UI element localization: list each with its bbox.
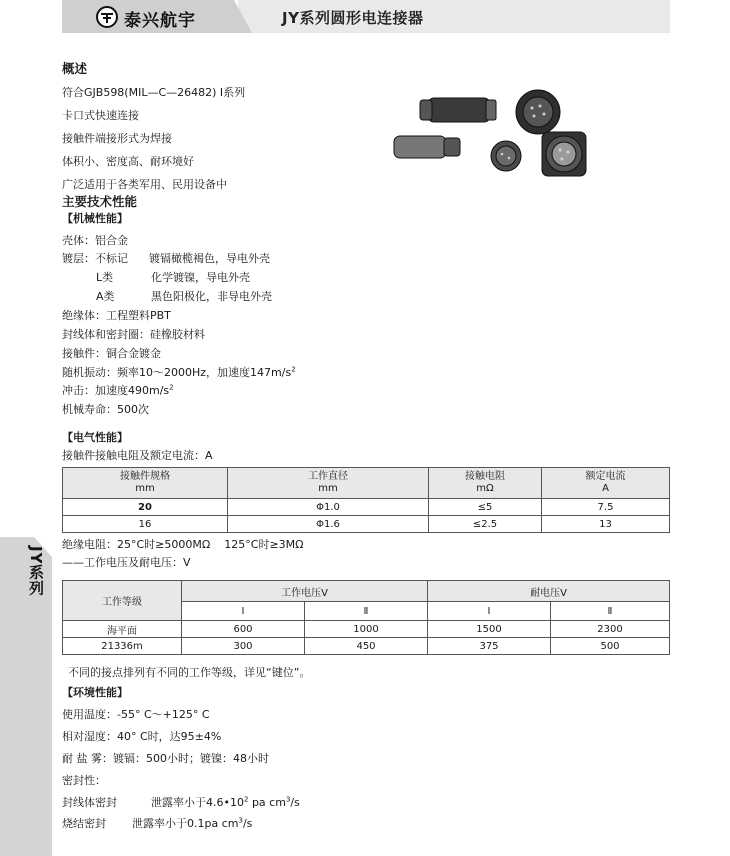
connector-photo — [390, 88, 600, 180]
spec-contact: 接触件：铜合金镀金 — [62, 347, 161, 360]
env-seal-body-label: 封线体密封 — [62, 796, 117, 809]
resistance-title: 接触件接触电阻及额定电流：A — [62, 449, 213, 462]
spec-plating-a: 黑色阳极化，非导电外壳 — [151, 290, 272, 303]
contact-table: 接触件规格 mm 工作直径 mm 接触电阻 mΩ 额定电流 A 20 Φ1.0 ≤5 7.5 16 Φ1.6 ≤2.5 13 — [62, 467, 670, 533]
spec-plating-label: 镀层：不标记 — [62, 252, 128, 265]
mechanical-heading: 【机械性能】 — [62, 212, 128, 225]
brand-name: 泰兴航宇 — [124, 11, 196, 31]
table-row: 16 Φ1.6 ≤2.5 13 — [63, 516, 670, 533]
spec-plating-l: 化学镀镍，导电外壳 — [151, 271, 250, 284]
overview-heading: 概述 — [62, 61, 88, 76]
spec-life: 机械寿命：500次 — [62, 403, 149, 416]
overview-line: 广泛适用于各类军用、民用设备中 — [62, 178, 227, 191]
side-tab-label: JY系列 — [27, 546, 45, 597]
voltage-note: 不同的接点排列有不同的工作等级，详见“键位”。 — [68, 666, 311, 679]
electrical-heading: 【电气性能】 — [62, 431, 128, 444]
table-row: 20 Φ1.0 ≤5 7.5 — [63, 499, 670, 516]
env-salt-spray: 耐 盐 雾：镀镉：500小时；镀镍：48小时 — [62, 752, 269, 765]
overview-line: 接触件端接形式为焊接 — [62, 132, 172, 145]
overview-line: 符合GJB598(MIL—C—26482) Ⅰ系列 — [62, 86, 246, 99]
spec-plating-a-code: A类 — [96, 290, 115, 303]
environment-heading: 【环境性能】 — [62, 686, 128, 699]
env-seal-body-value: 泄露率小于$4.6•10^2$ pa $cm^3/s$ — [151, 795, 300, 809]
table-row: 21336m 300 450 375 500 — [63, 638, 670, 655]
spec-shock: 冲击：加速度$490m/s^2$ — [62, 383, 174, 397]
overview-line: 体积小、密度高、耐环境好 — [62, 155, 194, 168]
voltage-table: 工作等级 工作电压V 耐电压V Ⅰ Ⅱ Ⅰ Ⅱ 海平面 600 1000 1500 2300 21336m 300 450 375 500 — [62, 580, 670, 655]
env-temperature: 使用温度：-55° C～+125° C — [62, 708, 210, 721]
spec-insulator: 绝缘体：工程塑料PBT — [62, 309, 171, 322]
spec-shell: 壳体：铝合金 — [62, 234, 128, 247]
spec-vibration: 随机振动：频率10～2000Hz，加速度$147m/s^2$ — [62, 365, 296, 379]
insulation-resistance: 绝缘电阻：25°C时≥5000MΩ 125°C时≥3MΩ — [62, 538, 304, 551]
logo-icon — [96, 6, 118, 28]
specs-heading: 主要技术性能 — [62, 194, 138, 209]
voltage-title: ——工作电压及耐电压：V — [62, 556, 191, 569]
overview-line: 卡口式快速连接 — [62, 109, 139, 122]
env-sinter-label: 烧结密封 — [62, 817, 106, 830]
env-humidity: 相对湿度：40° C时，达95±4% — [62, 730, 222, 743]
page-header — [62, 0, 670, 33]
env-sealing: 密封性： — [62, 774, 106, 787]
spec-seal: 封线体和密封圈：硅橡胶材料 — [62, 328, 205, 341]
env-sinter-value: 泄露率小于0.1pa $cm^3/s$ — [132, 816, 253, 830]
page-title: JY系列圆形电连接器 — [282, 9, 424, 27]
table-row: 海平面 600 1000 1500 2300 — [63, 621, 670, 638]
spec-plating-default: 镀镉橄榄褐色，导电外壳 — [149, 252, 270, 265]
spec-plating-l-code: L类 — [96, 271, 114, 284]
